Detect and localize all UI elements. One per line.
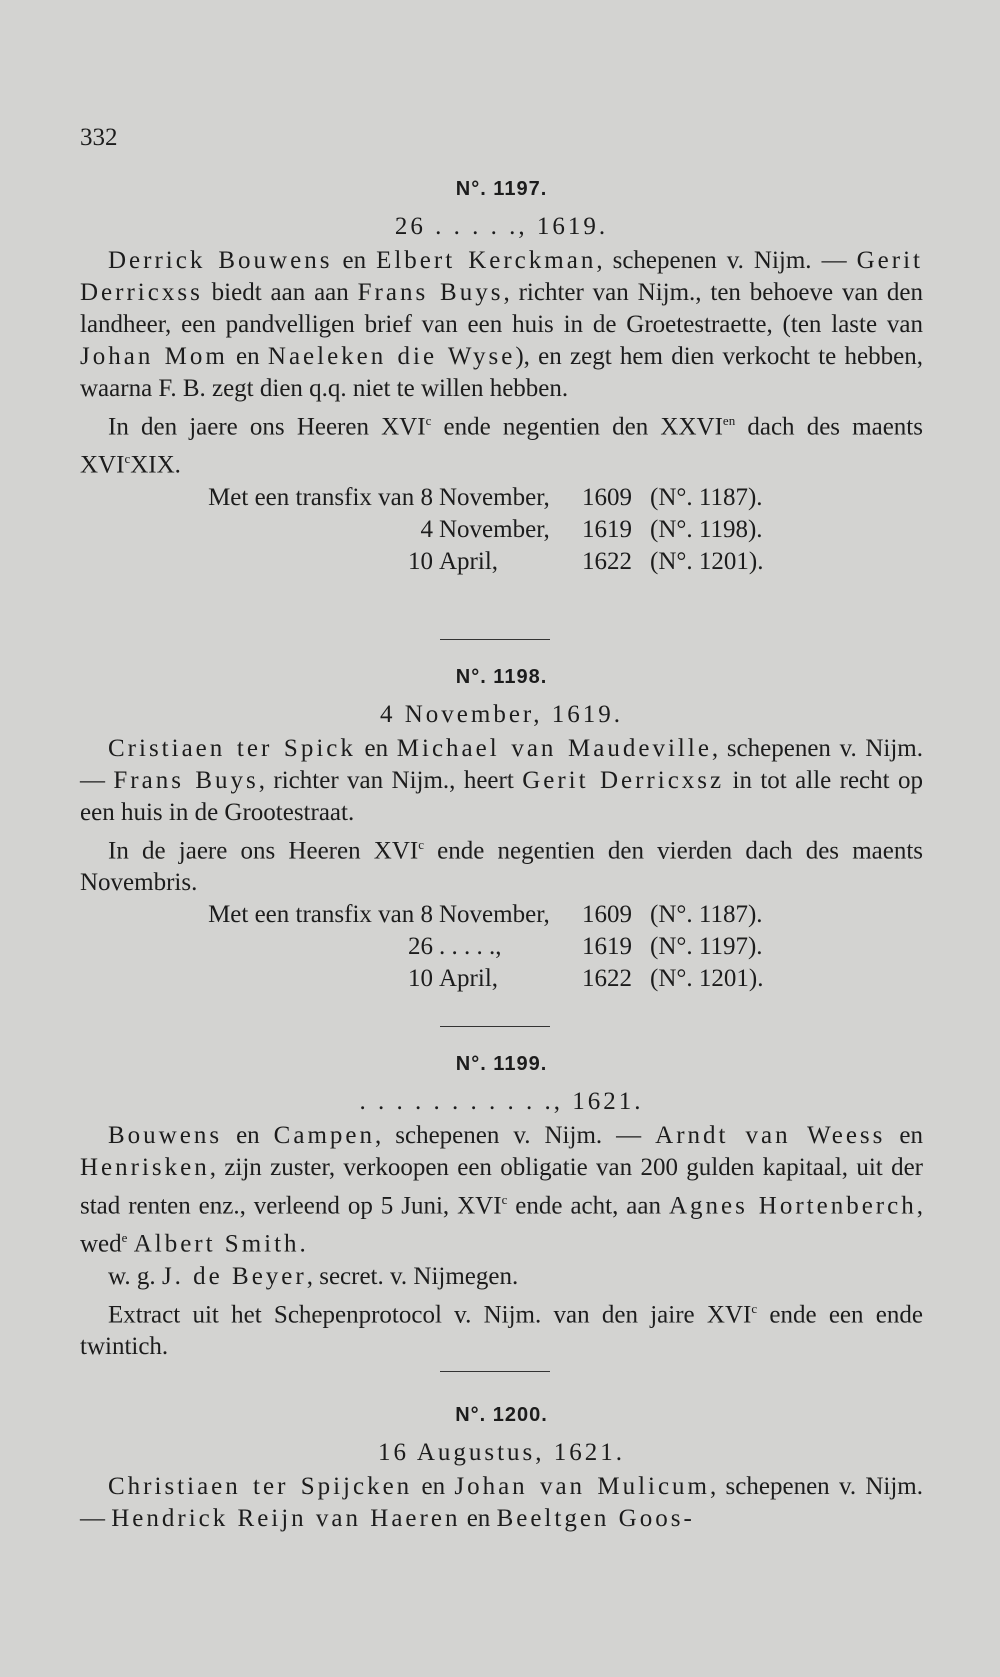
text: 1609 — [582, 901, 632, 929]
text: ende een ende twintich. — [80, 1300, 923, 1360]
text: , zijn zuster, verkoopen een obligatie van 200 gulden kapitaal, uit der stad renten enz., verleend op 5 Juni, XVI — [80, 1154, 923, 1220]
text: . — [299, 1230, 306, 1258]
text: ), en zegt hem dien verkocht te hebben, waarna F. B. zegt dien q.q. niet te willen hebben. — [80, 343, 923, 402]
text: biedt aan aan — [202, 279, 358, 306]
text: ende acht, aan — [507, 1192, 669, 1220]
text: , secret. v. Nijmegen. — [306, 1262, 519, 1290]
text: en — [412, 1473, 455, 1500]
text: 1619 — [582, 933, 632, 961]
superscript: e — [121, 1230, 128, 1246]
transfix-row — [80, 514, 923, 546]
superscript: c — [418, 837, 424, 852]
entry-1197 — [80, 178, 923, 578]
text: (N°. 1187). — [650, 483, 763, 511]
page-number: 332 — [80, 124, 118, 151]
person-name: Frans Buys — [113, 767, 259, 794]
text: 1622 — [582, 547, 632, 575]
text: , richter van Nijm., heert — [258, 767, 523, 794]
text: , schepenen v. Nijm. — — [80, 735, 923, 794]
text: 26 — [408, 933, 433, 961]
text: In de jaere ons Heeren XVI — [108, 837, 419, 865]
source-note — [80, 1293, 923, 1363]
text: en — [355, 735, 397, 762]
text: 4 — [420, 515, 433, 543]
text: 1622 — [582, 965, 632, 993]
person-name: Naeleken die Wyse — [267, 343, 516, 370]
text: November, — [439, 483, 550, 511]
text: (N°. 1197). — [650, 933, 763, 961]
text: ende negentien den XXVI — [431, 413, 723, 441]
entry-1198 — [80, 666, 923, 995]
text: en — [222, 1122, 274, 1149]
text: w. g. — [108, 1262, 162, 1290]
transfix-list — [80, 482, 923, 578]
person-name: Arndt van Weess — [655, 1122, 886, 1149]
section-divider — [440, 639, 550, 640]
signature-line — [80, 1261, 923, 1293]
entry-date: 4 November, 1619. — [379, 701, 624, 728]
text: 1619 — [582, 515, 632, 543]
entry-1200 — [80, 1404, 923, 1535]
person-name: Derrick Bouwens — [108, 247, 333, 274]
entry-number: N°. 1199. — [455, 1053, 548, 1075]
person-name: Michael van Maudeville — [396, 735, 712, 762]
superscript: c — [425, 413, 432, 428]
date-formula — [80, 829, 923, 899]
entry-1199 — [80, 1053, 923, 1363]
person-name: Christiaen ter Spijcken — [108, 1473, 413, 1500]
transfix-row — [80, 899, 923, 931]
text: 10 — [408, 547, 433, 575]
text: November, — [439, 901, 550, 929]
transfix-row — [80, 931, 923, 963]
text: November, — [439, 515, 550, 543]
text: en — [885, 1122, 923, 1149]
person-name: Frans Buys — [357, 279, 504, 306]
text: Met een transfix van 8 — [208, 483, 433, 511]
entry-text — [80, 1120, 923, 1261]
transfix-list — [80, 899, 923, 995]
text: in tot alle recht op een huis in de Grootestraat. — [80, 767, 923, 826]
text: , schepenen v. Nijm. — — [375, 1122, 656, 1149]
transfix-row — [80, 546, 923, 578]
text: , richter van Nijm., ten behoeve van den landheer, een pandvelligen brief van een huis in de Groetestraette, (ten laste van — [80, 279, 923, 338]
entry-date: 26 . . . . ., 1619. — [394, 213, 609, 240]
text: Met een transfix van 8 — [208, 901, 433, 929]
person-name: Gerit Derricxsz — [522, 767, 725, 794]
text: April, — [439, 547, 499, 575]
text: , wed — [80, 1192, 923, 1258]
text: , schepenen v. Nijm. — — [596, 247, 857, 274]
entry-text — [80, 1471, 923, 1535]
person-name: Elbert Kerckman — [376, 247, 597, 274]
text: . . . . ., — [439, 933, 502, 961]
person-name: Agnes Hortenberch — [668, 1192, 917, 1220]
text: (N°. 1198). — [650, 515, 763, 543]
entry-number: N°. 1197. — [455, 178, 548, 200]
text: Extract uit het Schepenprotocol v. Nijm. van den jaire XVI — [108, 1300, 752, 1328]
entry-number: N°. 1200. — [455, 1404, 548, 1426]
text: April, — [439, 965, 499, 993]
entry-number: N°. 1198. — [455, 666, 548, 688]
text: 1609 — [582, 483, 632, 511]
text: (N°. 1201). — [650, 547, 764, 575]
text: dach des maents XVI — [80, 413, 923, 479]
text: (N°. 1201). — [650, 965, 764, 993]
date-formula — [80, 405, 923, 482]
transfix-row — [80, 963, 923, 995]
person-name: J. de Beyer — [161, 1262, 307, 1290]
entry-text — [80, 733, 923, 829]
text: ende negentien den vierden dach des maents Novembris. — [80, 837, 924, 897]
text: 10 — [408, 965, 433, 993]
text: en — [227, 343, 268, 370]
entry-text — [80, 245, 923, 405]
person-name: Cristiaen ter Spick — [108, 735, 356, 762]
entry-date: 16 Augustus, 1621. — [377, 1439, 626, 1466]
superscript: c — [751, 1300, 758, 1316]
person-name: Hendrick Reijn van Haeren — [111, 1505, 461, 1532]
person-name: Albert Smith — [133, 1230, 300, 1258]
superscript: c — [501, 1192, 508, 1207]
person-name: Johan Mom — [80, 343, 228, 370]
section-divider — [440, 1371, 550, 1372]
text: XIX. — [130, 451, 181, 479]
text: (N°. 1187). — [650, 901, 763, 929]
person-name: Gerit Derricxss — [80, 247, 923, 306]
person-name: Campen — [273, 1122, 375, 1149]
transfix-row — [80, 482, 923, 514]
text: en — [460, 1505, 497, 1532]
section-divider — [440, 1026, 550, 1027]
person-name: Johan van Mulicum — [454, 1473, 711, 1500]
text: , schepenen v. Nijm. — — [80, 1473, 923, 1532]
person-name: Bouwens — [108, 1122, 223, 1149]
person-name: Henrisken — [80, 1154, 210, 1181]
text: en — [332, 247, 377, 274]
text: In den jaere ons Heeren XVI — [108, 413, 426, 441]
entry-date: . . . . . . . . . . ., 1621. — [359, 1088, 644, 1115]
superscript: c — [124, 451, 131, 467]
superscript: en — [722, 413, 736, 428]
person-name: Beeltgen Goos- — [496, 1505, 695, 1532]
